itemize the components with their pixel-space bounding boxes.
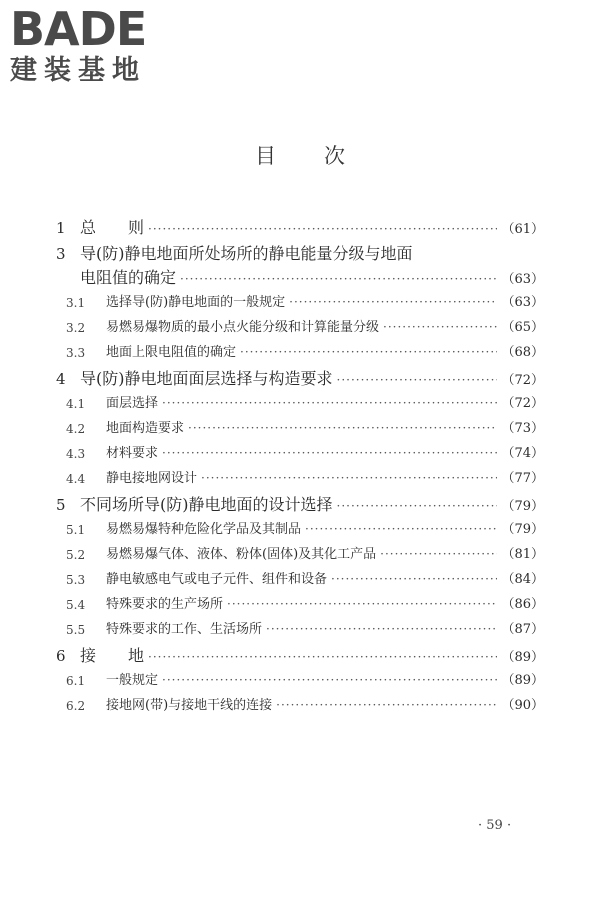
toc-leader-dots — [148, 222, 497, 236]
toc-entry-number: 6.2 — [66, 699, 86, 713]
toc-entry-page: （77） — [501, 471, 544, 486]
toc-leader-dots — [148, 650, 497, 664]
toc-entry-page: （84） — [501, 572, 544, 587]
toc-entry-5-2[interactable] — [0, 543, 600, 567]
toc-entry-page: （63） — [501, 295, 544, 310]
toc-entry-title: 不同场所导(防)静电地面的设计选择 — [80, 495, 333, 514]
toc-entry-number: 4.2 — [66, 422, 86, 436]
toc-entry-title: 地面上限电阻值的确定 — [106, 345, 237, 360]
toc-entry-number: 3.1 — [66, 296, 86, 310]
toc-entry-title: 导(防)静电地面面层选择与构造要求 — [80, 369, 333, 388]
toc-entry-page: （87） — [501, 622, 544, 637]
toc-entry-title: 易燃易爆气体、液体、粉体(固体)及其化工产品 — [106, 547, 377, 562]
toc-entry-number: 5.4 — [66, 598, 86, 612]
toc-entry-3-1[interactable] — [0, 291, 600, 315]
toc-entry-title: 面层选择 — [106, 396, 159, 411]
toc-entry-page: （72） — [501, 396, 544, 411]
toc-entry-number: 3.3 — [66, 346, 86, 360]
toc-entry-number: 6 — [56, 647, 66, 665]
toc-entry-title: 易燃易爆物质的最小点火能分级和计算能量分级 — [106, 320, 380, 335]
toc-entry-page: （63） — [501, 272, 544, 287]
toc-entry-page: （68） — [501, 345, 544, 360]
toc-entry-page: （61） — [501, 222, 544, 237]
toc-entry-page: （89） — [501, 673, 544, 688]
toc-entry-5[interactable] — [0, 493, 600, 517]
toc-entry-title: 静电接地网设计 — [106, 471, 198, 486]
toc-entry-page: （81） — [501, 547, 544, 562]
toc-leader-dots — [276, 698, 497, 712]
toc-entry-title: 特殊要求的工作、生活场所 — [106, 622, 263, 637]
toc-leader-dots — [188, 421, 497, 435]
toc-entry-title: 导(防)静电地面所处场所的静电能量分级与地面 — [80, 244, 413, 263]
page-title: 目次 — [255, 144, 393, 168]
toc-entry-4-2[interactable] — [0, 417, 600, 441]
toc-entry-page: （79） — [501, 522, 544, 537]
toc-entry-page: （74） — [501, 446, 544, 461]
toc-entry-title: 静电敏感电气或电子元件、组件和设备 — [106, 572, 328, 587]
toc-entry-5-3[interactable] — [0, 568, 600, 592]
toc-leader-dots — [337, 499, 498, 513]
logo — [10, 2, 147, 88]
toc-entry-1[interactable] — [0, 216, 600, 240]
toc-entry-number: 5.3 — [66, 573, 86, 587]
toc-entry-title: 总 则 — [80, 218, 145, 237]
toc-entry-6[interactable] — [0, 644, 600, 668]
toc-entry-page: （89） — [501, 650, 544, 665]
toc-entry-page: （65） — [501, 320, 544, 335]
toc-entry-title: 特殊要求的生产场所 — [106, 597, 224, 612]
toc-entry-6-1[interactable] — [0, 669, 600, 693]
toc-entry-3-continued[interactable] — [0, 266, 600, 290]
toc-leader-dots — [289, 295, 497, 309]
toc-entry-page: （79） — [501, 499, 544, 514]
toc-entry-number: 4.1 — [66, 397, 86, 411]
toc-entry-title: 电阻值的确定 — [80, 268, 177, 287]
toc-entry-number: 4 — [56, 370, 66, 388]
toc-entry-title: 易燃易爆特种危险化学品及其制品 — [106, 522, 302, 537]
toc-entry-title: 一般规定 — [106, 673, 159, 688]
toc-entry-title: 接地网(带)与接地干线的连接 — [106, 698, 273, 713]
toc-entry-3-3[interactable] — [0, 341, 600, 365]
toc-entry-page: （90） — [501, 698, 544, 713]
toc-leader-dots — [380, 547, 497, 561]
toc-entry-number: 5.2 — [66, 548, 86, 562]
toc-entry-number: 5.1 — [66, 523, 86, 537]
toc-entry-5-5[interactable] — [0, 618, 600, 642]
toc-entry-number: 1 — [56, 219, 66, 237]
toc-leader-dots — [180, 272, 497, 286]
toc-entry-title: 接 地 — [80, 646, 145, 665]
toc-entry-5-4[interactable] — [0, 593, 600, 617]
toc-entry-4-1[interactable] — [0, 392, 600, 416]
toc-leader-dots — [162, 446, 497, 460]
logo-subtitle: 建装基地 — [10, 55, 146, 86]
toc-entry-title: 地面构造要求 — [106, 421, 185, 436]
toc-entry-4-3[interactable] — [0, 442, 600, 466]
toc-entry-number: 4.3 — [66, 447, 86, 461]
toc-leader-dots — [337, 373, 498, 387]
toc-entry-title: 选择导(防)静电地面的一般规定 — [106, 295, 286, 310]
toc-entry-4-4[interactable] — [0, 467, 600, 491]
toc-entry-title: 材料要求 — [106, 446, 159, 461]
toc-leader-dots — [305, 522, 497, 536]
toc-entry-number: 3.2 — [66, 321, 86, 335]
logo-wordmark: BADE — [10, 2, 147, 56]
toc-entry-3[interactable] — [0, 242, 600, 266]
toc-entry-page: （86） — [501, 597, 544, 612]
toc-entry-page: （73） — [501, 421, 544, 436]
toc-leader-dots — [383, 320, 497, 334]
toc-leader-dots — [266, 622, 497, 636]
toc-entry-number: 5 — [56, 496, 66, 514]
toc-entry-number: 4.4 — [66, 472, 86, 486]
toc-leader-dots — [240, 345, 497, 359]
toc-entry-4[interactable] — [0, 367, 600, 391]
toc-leader-dots — [227, 597, 497, 611]
toc-entry-number: 3 — [56, 245, 66, 263]
toc-leader-dots — [331, 572, 497, 586]
toc-entry-6-2[interactable] — [0, 694, 600, 718]
toc-entry-page: （72） — [501, 373, 544, 388]
toc-entry-number: 6.1 — [66, 674, 86, 688]
toc-entry-number: 5.5 — [66, 623, 86, 637]
toc-leader-dots — [162, 396, 497, 410]
toc-leader-dots — [162, 673, 497, 687]
toc-leader-dots — [201, 471, 497, 485]
page-number: · 59 · — [478, 818, 512, 833]
toc-entry-5-1[interactable] — [0, 518, 600, 542]
toc-entry-3-2[interactable] — [0, 316, 600, 340]
